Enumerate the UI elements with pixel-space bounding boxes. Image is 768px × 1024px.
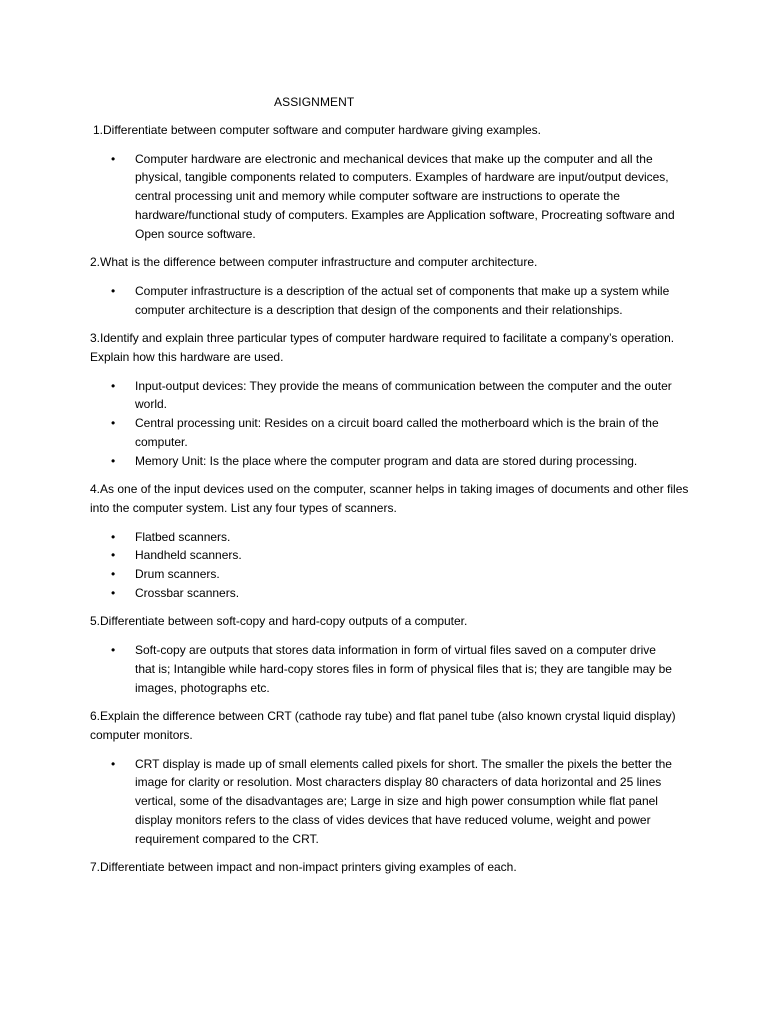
list-item: [90, 452, 675, 471]
bullet-icon: •: [111, 151, 116, 166]
question-1: 1.Differentiate between computer software and computer hardware giving examples.: [93, 123, 542, 137]
bullet-icon: •: [111, 529, 116, 544]
answer-list-3: [90, 377, 690, 471]
question-5: 5.Differentiate between soft-copy and hard-copy outputs of a computer.: [90, 614, 468, 629]
bullet-icon: •: [111, 567, 116, 582]
list-item: [90, 528, 675, 547]
list-item: [90, 641, 675, 697]
bullet-icon: •: [111, 453, 116, 468]
answer-text: Drum scanners.: [135, 567, 220, 582]
document-body: [90, 121, 690, 887]
list-item: [90, 565, 675, 584]
bullet-icon: •: [111, 756, 116, 771]
answer-list-1: [90, 150, 690, 244]
list-item: [90, 414, 675, 451]
question-7: 7.Differentiate between impact and non-impact printers giving examples of each.: [90, 860, 517, 875]
answer-text: Flatbed scanners.: [135, 529, 231, 544]
answer-list-4: [90, 528, 690, 603]
answer-text: Soft-copy are outputs that stores data information in form of virtual files saved on a computer drive that is; Intangible while hard-copy stores files in form of physical files that is; they are tangible may be images, photographs etc.: [135, 643, 672, 695]
answer-text: Computer hardware are electronic and mechanical devices that make up the computer and all the physical, tangible components related to computers. Examples of hardware are input/output devices, central processing unit and memory while computer software are instructions to operate the hardware/functional study of computers. Examples are Application software, Procreating software and Open source software.: [135, 151, 675, 241]
answer-text: Central processing unit: Resides on a circuit board called the motherboard which is the brain of the computer.: [135, 416, 659, 449]
bullet-icon: •: [111, 585, 116, 600]
list-item: [90, 282, 675, 319]
bullet-icon: •: [111, 416, 116, 431]
document-title: ASSIGNMENT: [274, 95, 355, 109]
question-6: 6.Explain the difference between CRT (cathode ray tube) and flat panel tube (also known crystal liquid display) computer monitors.: [90, 709, 676, 742]
question-4: 4.As one of the input devices used on the computer, scanner helps in taking images of documents and other files into the computer system. List any four types of scanners.: [90, 482, 689, 515]
question-3: 3.Identify and explain three particular types of computer hardware required to facilitate a company’s operation. Explain how this hardware are used.: [90, 331, 675, 365]
question-2: 2.What is the difference between computer infrastructure and computer architecture.: [90, 255, 538, 270]
list-item: [90, 377, 675, 414]
answer-list-2: [90, 282, 690, 319]
list-item: [90, 546, 675, 565]
bullet-icon: •: [111, 378, 116, 393]
bullet-icon: •: [111, 643, 116, 658]
list-item: [90, 584, 675, 603]
list-item: [90, 150, 675, 244]
answer-text: Handheld scanners.: [135, 548, 242, 563]
bullet-icon: •: [111, 548, 116, 563]
answer-list-5: [90, 641, 690, 697]
answer-text: Crossbar scanners.: [135, 585, 240, 600]
answer-text: Computer infrastructure is a description of the actual set of components that make up a system while computer architecture is a description that design of the components and their relationships.: [135, 283, 670, 317]
answer-text: Memory Unit: Is the place where the computer program and data are stored during processing.: [135, 453, 638, 468]
answer-text: Input-output devices: They provide the means of communication between the computer and the outer world.: [135, 378, 672, 412]
answer-text: CRT display is made up of small elements called pixels for short. The smaller the pixels the better the image for clarity or resolution. Most characters display 80 characters of data horizontal and 25 lines vertical, some of the disadvantages are; Large in size and high power consumption while flat panel display monitors refers to the class of vides devices that have reduced volume, weight and power requirement compared to the CRT.: [135, 756, 672, 846]
bullet-icon: •: [111, 283, 116, 298]
list-item: [90, 755, 675, 849]
answer-list-6: [90, 755, 690, 849]
